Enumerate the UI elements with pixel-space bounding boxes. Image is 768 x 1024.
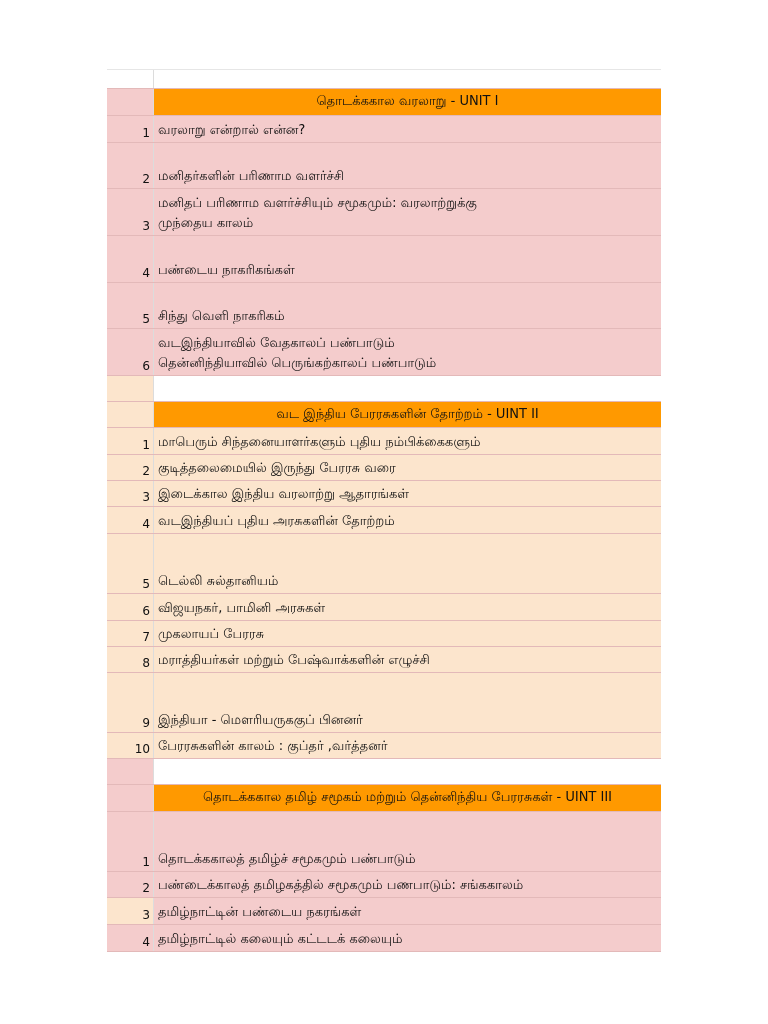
row-number-cell: 3 <box>107 898 154 924</box>
table-row[interactable] <box>107 116 661 143</box>
row-number-cell: 9 <box>107 673 154 732</box>
topic-cell[interactable]: மராத்தியர்கள் மற்றும் பேஷ்வாக்களின் எழுச்சி <box>154 647 661 672</box>
table-row[interactable] <box>107 189 661 236</box>
row-number-cell: 5 <box>107 283 154 328</box>
topic-cell[interactable]: குடித்தலைமையில் இருந்து பேரரசு வரை <box>154 455 661 480</box>
row-number-cell: 2 <box>107 872 154 897</box>
section-title[interactable]: வட இந்திய பேரரசுகளின் தோற்றம் - UINT II <box>154 402 661 427</box>
table-row[interactable] <box>107 594 661 621</box>
table-row[interactable] <box>107 673 661 733</box>
row-number-cell[interactable] <box>107 759 154 784</box>
row-number-cell: 3 <box>107 189 154 235</box>
blank-row[interactable] <box>107 69 661 89</box>
topic-cell[interactable]: வரலாறு என்றால் என்ன? <box>154 116 661 142</box>
table-row[interactable] <box>107 812 661 872</box>
row-number-cell: 1 <box>107 428 154 454</box>
table-row[interactable] <box>107 925 661 952</box>
topic-cell[interactable]: பண்டைக்காலத் தமிழகத்தில் சமூகமும் பணபாடும்: சங்ககாலம் <box>154 872 661 897</box>
topic-cell[interactable]: மனிதர்களின் பரிணாம வளர்ச்சி <box>154 143 661 188</box>
row-number-cell: 6 <box>107 594 154 620</box>
topic-cell[interactable]: வடஇந்தியாவில் வேதகாலப் பண்பாடும் தென்னிந்தியாவில் பெருங்கற்காலப் பண்பாடும் <box>154 329 661 375</box>
row-number-cell: 5 <box>107 534 154 593</box>
text-cell[interactable] <box>154 70 661 88</box>
spreadsheet <box>107 69 661 952</box>
row-number-cell[interactable] <box>107 70 154 88</box>
blank-row[interactable] <box>107 759 661 785</box>
table-row[interactable] <box>107 455 661 481</box>
topic-cell[interactable]: மாபெரும் சிந்தனையாளர்களும் புதிய நம்பிக்கைகளும் <box>154 428 661 454</box>
row-number-cell: 3 <box>107 481 154 506</box>
section-header-unit-1[interactable] <box>107 89 661 116</box>
text-cell[interactable] <box>154 376 661 401</box>
table-row[interactable] <box>107 733 661 759</box>
row-number-cell: 7 <box>107 621 154 646</box>
row-number-cell[interactable] <box>107 376 154 401</box>
row-number-cell: 10 <box>107 733 154 758</box>
topic-cell[interactable]: விஜயநகர், பாமினி அரசுகள் <box>154 594 661 620</box>
topic-cell[interactable]: மனிதப் பரிணாம வளர்ச்சியும் சமூகமும்: வரலாற்றுக்கு முந்தைய காலம் <box>154 189 661 235</box>
table-row[interactable] <box>107 534 661 594</box>
topic-cell[interactable]: வடஇந்தியப் புதிய அரசுகளின் தோற்றம் <box>154 507 661 533</box>
row-number-cell: 6 <box>107 329 154 375</box>
topic-cell[interactable]: டெல்லி சுல்தானியம் <box>154 534 661 593</box>
table-row[interactable] <box>107 507 661 534</box>
table-row[interactable] <box>107 428 661 455</box>
row-number-cell: 1 <box>107 812 154 871</box>
row-number-cell[interactable] <box>107 402 154 427</box>
topic-cell[interactable]: இடைக்கால இந்திய வரலாற்று ஆதாரங்கள் <box>154 481 661 506</box>
table-row[interactable] <box>107 329 661 376</box>
table-row[interactable] <box>107 621 661 647</box>
topic-cell[interactable]: பேரரசுகளின் காலம் : குப்தர் ,வர்த்தனர் <box>154 733 661 758</box>
row-number-cell: 4 <box>107 236 154 282</box>
table-row[interactable] <box>107 647 661 673</box>
topic-cell[interactable]: முகலாயப் பேரரசு <box>154 621 661 646</box>
section-header-unit-3[interactable] <box>107 785 661 812</box>
section-title[interactable]: தொடக்ககால வரலாறு - UNIT I <box>154 89 661 115</box>
topic-cell[interactable]: பண்டைய நாகரிகங்கள் <box>154 236 661 282</box>
text-cell[interactable] <box>154 759 661 784</box>
topic-cell[interactable]: தமிழ்நாட்டின் பண்டைய நகரங்கள் <box>154 898 661 924</box>
row-number-cell: 2 <box>107 143 154 188</box>
row-number-cell[interactable] <box>107 785 154 811</box>
row-number-cell: 8 <box>107 647 154 672</box>
topic-cell[interactable]: இந்தியா - மௌரியருககுப் பினனர் <box>154 673 661 732</box>
row-number-cell: 4 <box>107 925 154 951</box>
topic-cell[interactable]: சிந்து வெளி நாகரிகம் <box>154 283 661 328</box>
section-header-unit-2[interactable] <box>107 402 661 428</box>
section-title[interactable]: தொடக்ககால தமிழ் சமூகம் மற்றும் தென்னிந்திய பேரரசுகள் - UINT III <box>154 785 661 811</box>
blank-row[interactable] <box>107 376 661 402</box>
row-number-cell[interactable] <box>107 89 154 115</box>
row-number-cell: 2 <box>107 455 154 480</box>
topic-cell[interactable]: தமிழ்நாட்டில் கலையும் கட்டடக் கலையும் <box>154 925 661 951</box>
table-row[interactable] <box>107 283 661 329</box>
table-row[interactable] <box>107 872 661 898</box>
table-row[interactable] <box>107 143 661 189</box>
table-row[interactable] <box>107 481 661 507</box>
row-number-cell: 1 <box>107 116 154 142</box>
table-row[interactable] <box>107 236 661 283</box>
row-number-cell: 4 <box>107 507 154 533</box>
topic-cell[interactable]: தொடக்ககாலத் தமிழ்ச் சமூகமும் பண்பாடும் <box>154 812 661 871</box>
table-row[interactable] <box>107 898 661 925</box>
